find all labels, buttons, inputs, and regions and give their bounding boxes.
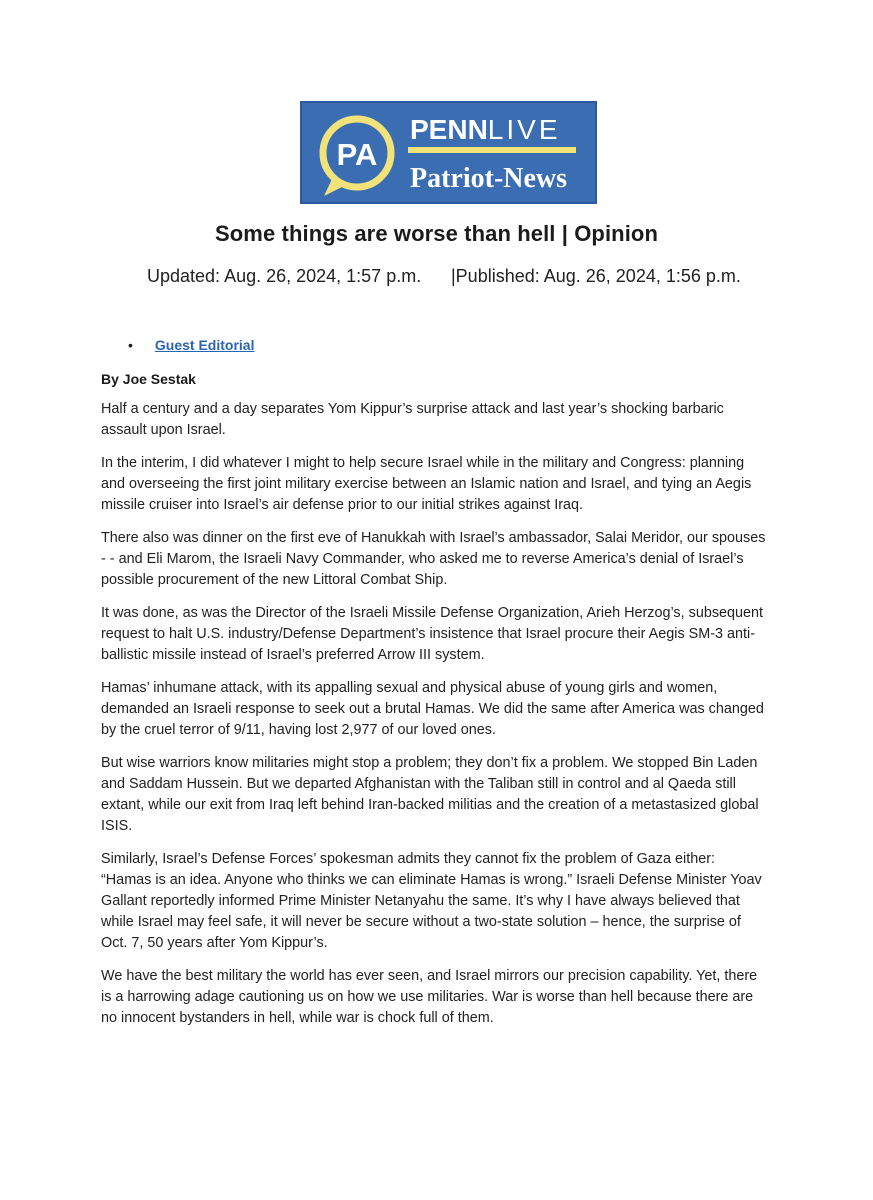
paragraph: We have the best military the world has ever seen, and Israel mirrors our precision capability. Yet, there is a harrowing adage cautioning us on how we use militaries. War is worse than hell because there are no innocent bystanders in hell, while war is chock full of them.: [101, 968, 758, 1026]
logo-graphic: [302, 103, 595, 202]
paragraph: Similarly, Israel’s Defense Forces’ spokesman admits they cannot fix the problem of Gaza either: “Hamas is an idea. Anyone who thinks we can eliminate Hamas is wrong.” Israeli Defense Minister Yoav Gallant reportedly informed Prime Minister Netanyahu the same. It’s why I have always believed that while Israel may feel safe, it will never be secure without a two-state solution – hence, the surprise of Oct. 7, 50 years after Yom Kippur’s.: [101, 851, 762, 951]
article-body: [101, 399, 767, 1041]
paragraph: There also was dinner on the first eve of Hanukkah with Israel’s ambassador, Salai Meridor, our spouses - - and Eli Marom, the Israeli Navy Commander, who asked me to reverse America’s denial of Israel’s possible procurement of the new Littoral Combat Ship.: [101, 530, 766, 588]
tag-list: [128, 337, 254, 353]
published-timestamp: |Published: Aug. 26, 2024, 1:56 p.m.: [451, 266, 741, 286]
paragraph: Half a century and a day separates Yom Kippur’s surprise attack and last year’s shocking barbaric assault upon Israel.: [101, 401, 724, 438]
guest-editorial-link[interactable]: Guest Editorial: [154, 337, 255, 353]
paragraph: In the interim, I did whatever I might to help secure Israel while in the military and Congress: planning and overseeing the first joint military exercise between an Islamic nation and Israel, and tying an Aegis missile cruiser into Israel’s air defense prior to our initial strikes against Iraq.: [101, 455, 752, 513]
paragraph: It was done, as was the Director of the Israeli Missile Defense Organization, Arieh Herzog’s, subsequent request to halt U.S. industry/Defense Department’s insistence that Israel procure their Aegis SM-3 anti-ballistic missile instead of Israel’s preferred Arrow III system.: [101, 605, 764, 663]
logo-brand-bold: PENN: [410, 114, 488, 145]
svg-text:PENNLIVE: [410, 114, 561, 145]
logo-subbrand: Patriot-News: [410, 163, 568, 194]
paragraph: But wise warriors know militaries might stop a problem; they don’t fix a problem. We stopped Bin Laden and Saddam Hussein. But we departed Afghanistan with the Taliban still in control and al Qaeda still extant, while our exit from Iraq left behind Iran-backed militias and the creation of a metastasized global ISIS.: [101, 755, 759, 834]
logo-badge-text: PA: [336, 137, 378, 172]
pennlive-patriot-news-logo: [300, 101, 597, 204]
updated-timestamp: Updated: Aug. 26, 2024, 1:57 p.m.: [147, 266, 422, 286]
logo-divider: [408, 147, 576, 153]
paragraph: Hamas’ inhumane attack, with its appalling sexual and physical abuse of young girls and women, demanded an Israeli response to seek out a brutal Hamas. We did the same after America was changed by the cruel terror of 9/11, having lost 2,977 of our loved ones.: [101, 680, 764, 738]
byline: By Joe Sestak: [101, 371, 196, 387]
bullet-icon: •: [128, 337, 133, 353]
logo-brand-light: LIVE: [487, 114, 561, 145]
article-headline: Some things are worse than hell | Opinion: [215, 221, 658, 246]
